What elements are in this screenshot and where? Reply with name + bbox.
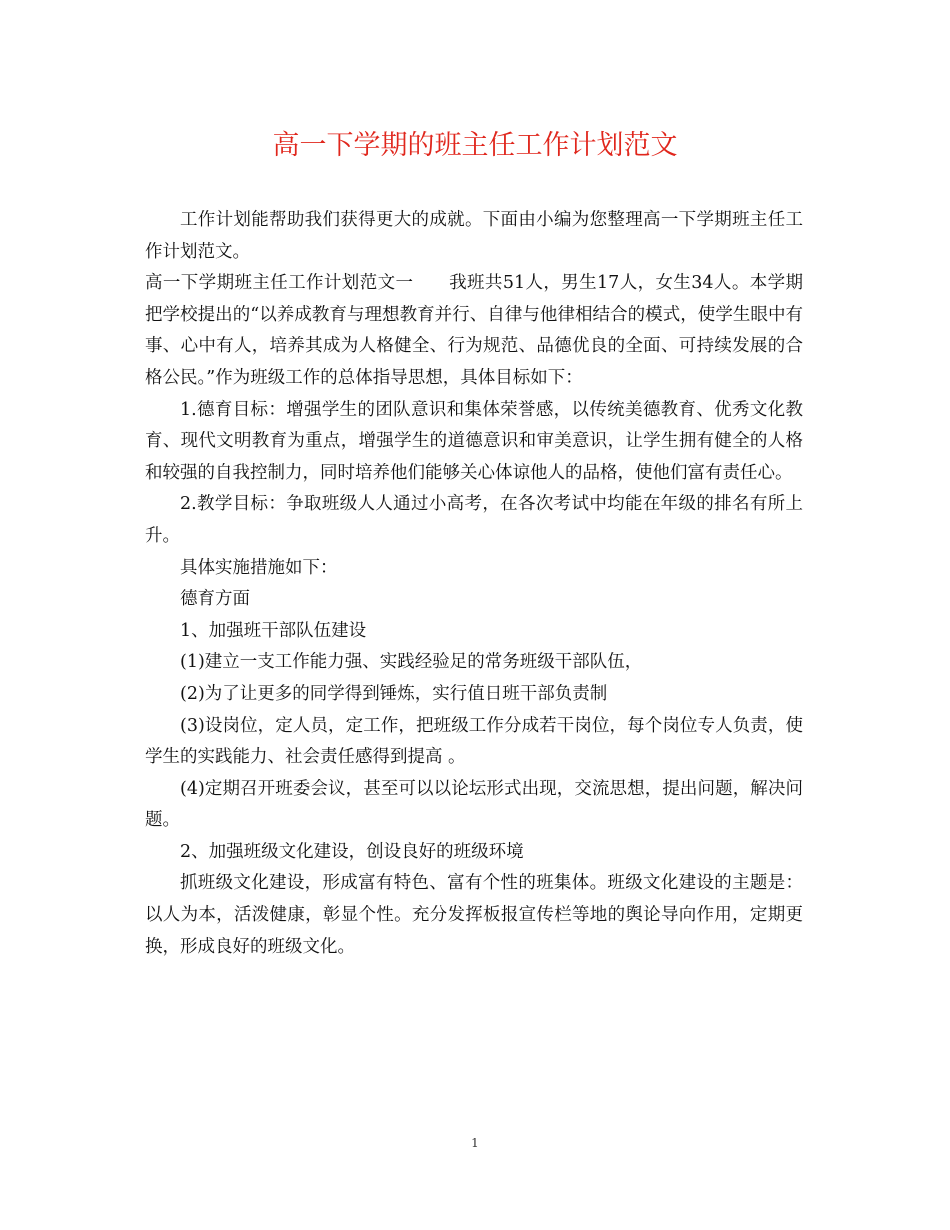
list-item: (3)设岗位，定人员，定工作，把班级工作分成若干岗位，每个岗位专人负责，使学生的实践能力、社会责任感得到提高 。 [145,715,803,768]
class-overview-paragraph: 高一下学期班主任工作计划范文一 我班共51人，男生17人，女生34人。本学期把学校提出的“以养成教育与理想教育并行、自律与他律相结合的模式，使学生眼中有事、心中有人，培养其成为人格健全、行为规范、品德优良的全面、可持续发展的合格公民。”作为班级工作的总体指导思想，具体目标如下： [145,273,803,388]
moral-goal-paragraph: 1.德育目标：增强学生的团队意识和集体荣誉感，以传统美德教育、优秀文化教育、现代文明教育为重点，增强学生的道德意识和审美意识，让学生拥有健全的人格和较强的自我控制力，同时培养他们能够关心体谅他人的品格，使他们富有责任心。 [145,399,803,483]
class-culture-paragraph: 抓班级文化建设，形成富有特色、富有个性的班集体。班级文化建设的主题是：以人为本，活泼健康，彰显个性。充分发挥板报宣传栏等地的舆论导向作用，定期更换，形成良好的班级文化。 [145,873,803,957]
teaching-goal-paragraph: 2.教学目标：争取班级人人通过小高考，在各次考试中均能在年级的排名有所上升。 [145,494,803,546]
list-item: (4)定期召开班委会议，甚至可以以论坛形式出现，交流思想，提出问题，解决问题。 [145,778,803,831]
moral-section-heading: 德育方面 [180,589,250,610]
class-culture-heading: 2、加强班级文化建设，创设良好的班级环境 [180,841,524,862]
page-number: 1 [471,1136,479,1150]
list-item: (1)建立一支工作能力强、实践经验足的常务班级干部队伍， [180,652,643,673]
list-item: (2)为了让更多的同学得到锤炼，实行值日班干部负责制 [180,683,608,704]
cadre-team-heading: 1、加强班干部队伍建设 [180,620,367,641]
document-title: 高一下学期的班主任工作计划范文 [272,130,678,161]
document-body [145,205,803,963]
measures-heading: 具体实施措施如下： [180,557,338,578]
intro-paragraph: 工作计划能帮助我们获得更大的成就。下面由小编为您整理高一下学期班主任工作计划范文。 [145,210,803,262]
